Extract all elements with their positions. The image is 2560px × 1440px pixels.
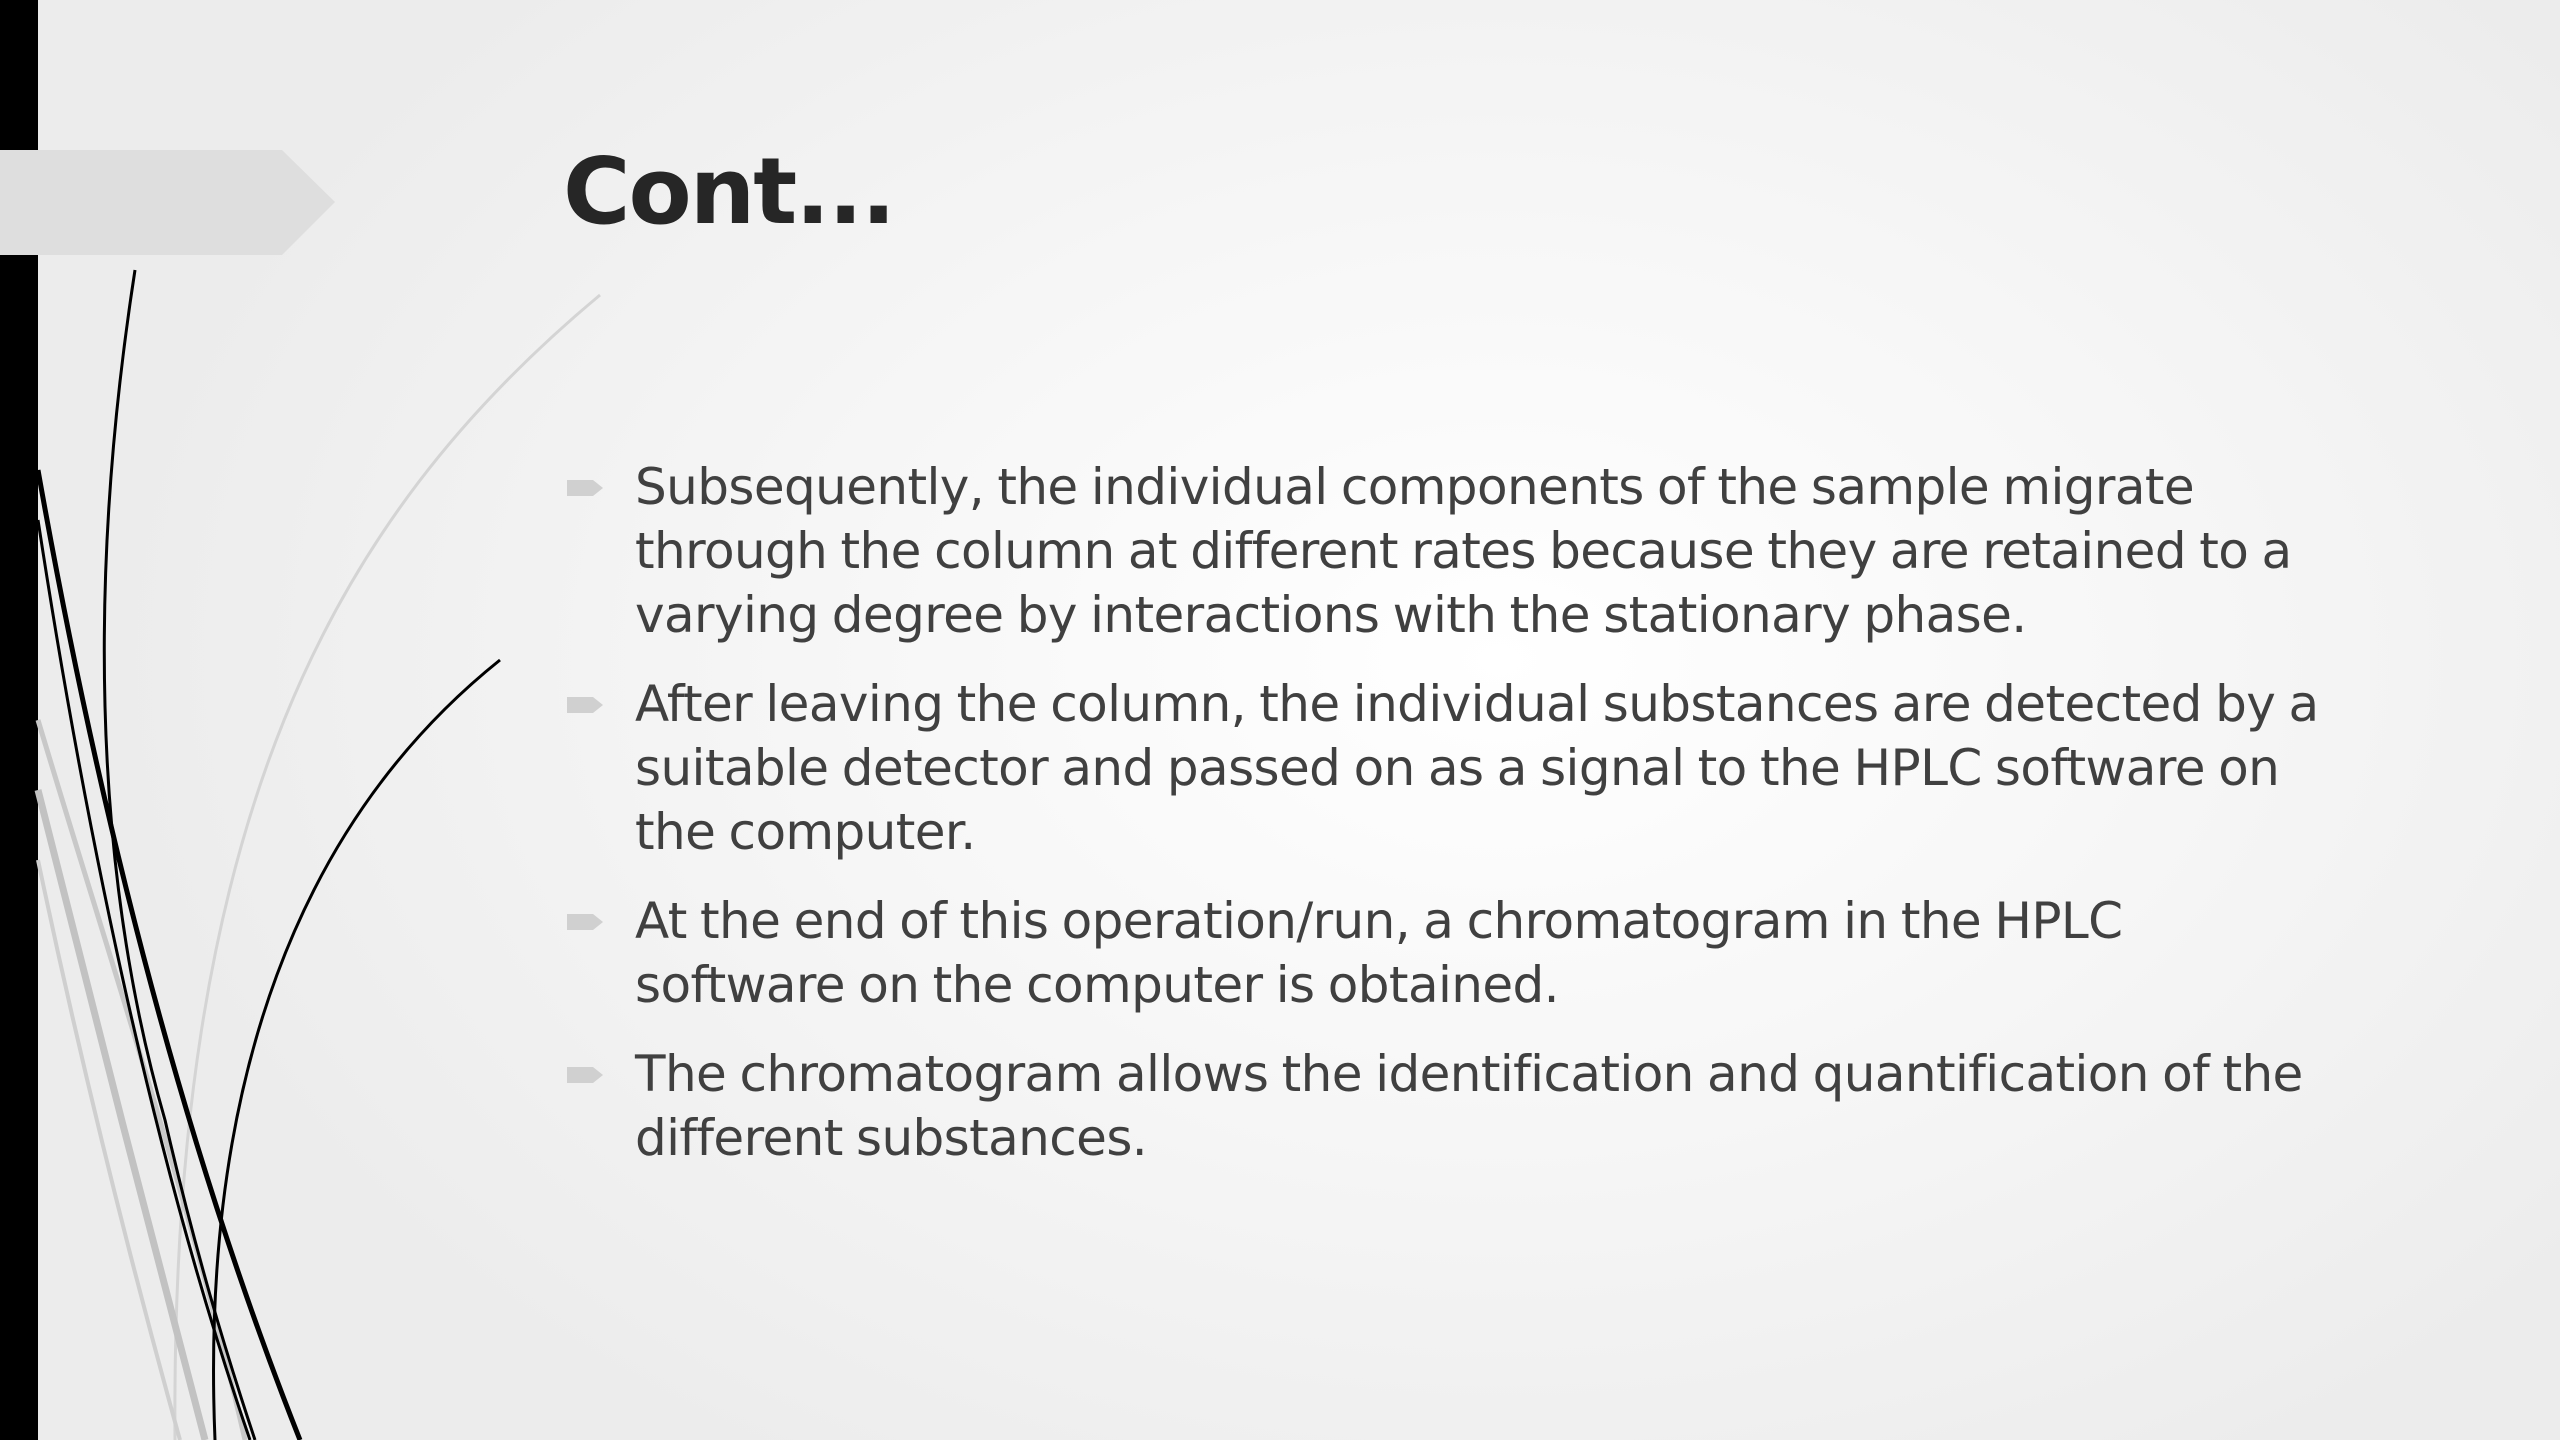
bullet-text: At the end of this operation/run, a chromatogram in the HPLC software on the computer is obtained.: [635, 892, 2123, 1014]
bullet-item: [563, 455, 2323, 647]
title-tab-arrow: [0, 150, 335, 255]
arrow-bullet-icon: [567, 477, 603, 499]
bullet-text: After leaving the column, the individual substances are detected by a suitable detector and passed on as a signal to the HPLC software on the computer.: [635, 675, 2319, 861]
slide-title: Cont...: [563, 138, 895, 245]
bullet-list: [563, 455, 2323, 1195]
arrow-bullet-icon: [567, 694, 603, 716]
bullet-text: Subsequently, the individual components of the sample migrate through the column at different rates because they are retained to a varying degree by interactions with the stationary phase.: [635, 458, 2292, 644]
bullet-item: [563, 889, 2323, 1017]
arrow-bullet-icon: [567, 1064, 603, 1086]
arrow-bullet-icon: [567, 911, 603, 933]
bullet-text: The chromatogram allows the identification and quantification of the different substances.: [635, 1045, 2303, 1167]
bullet-item: [563, 672, 2323, 864]
bullet-item: [563, 1042, 2323, 1170]
